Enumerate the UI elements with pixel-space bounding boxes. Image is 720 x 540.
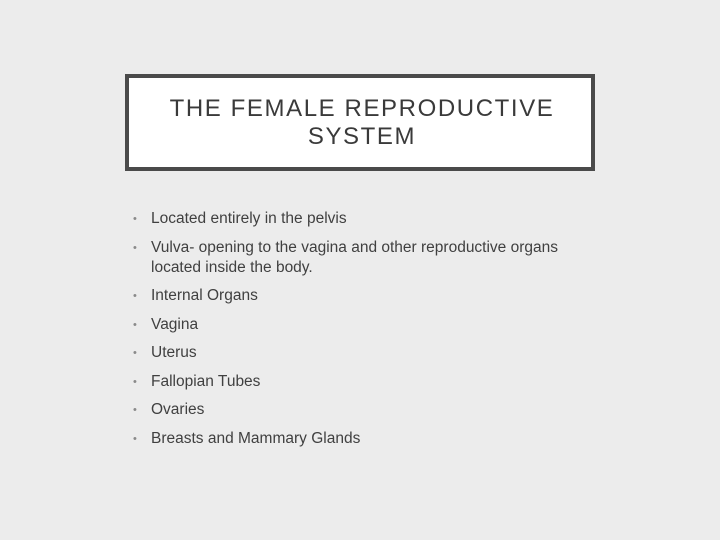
bullet-list [133,209,573,457]
bullet-item [133,400,573,420]
bullet-marker-icon: • [133,318,137,331]
bullet-text: Located entirely in the pelvis [151,210,347,227]
bullet-text: Ovaries [151,401,205,418]
bullet-item [133,343,573,363]
bullet-text: Fallopian Tubes [151,372,261,390]
bullet-text: Uterus [151,344,197,361]
bullet-marker-icon: • [133,213,137,225]
bullet-item [133,209,573,229]
bullet-text: Vulva- opening to the vagina and other reproductive organs located inside the body. [151,238,559,276]
bullet-item [133,372,573,392]
title-box [125,74,595,171]
bullet-item [133,238,573,278]
bullet-marker-icon: • [133,241,137,254]
bullet-item [133,286,573,306]
bullet-marker-icon: • [133,404,137,416]
bullet-marker-icon: • [133,290,137,302]
bullet-text: Internal Organs [151,287,258,304]
bullet-text: Vagina [151,315,199,333]
bullet-item [133,429,573,449]
slide-title: THE FEMALE REPRODUCTIVE SYSTEM [169,94,555,150]
bullet-text: Breasts and Mammary Glands [151,429,361,447]
bullet-item [133,315,573,335]
bullet-marker-icon: • [133,375,137,388]
bullet-marker-icon: • [133,347,137,359]
bullet-marker-icon: • [133,432,137,445]
